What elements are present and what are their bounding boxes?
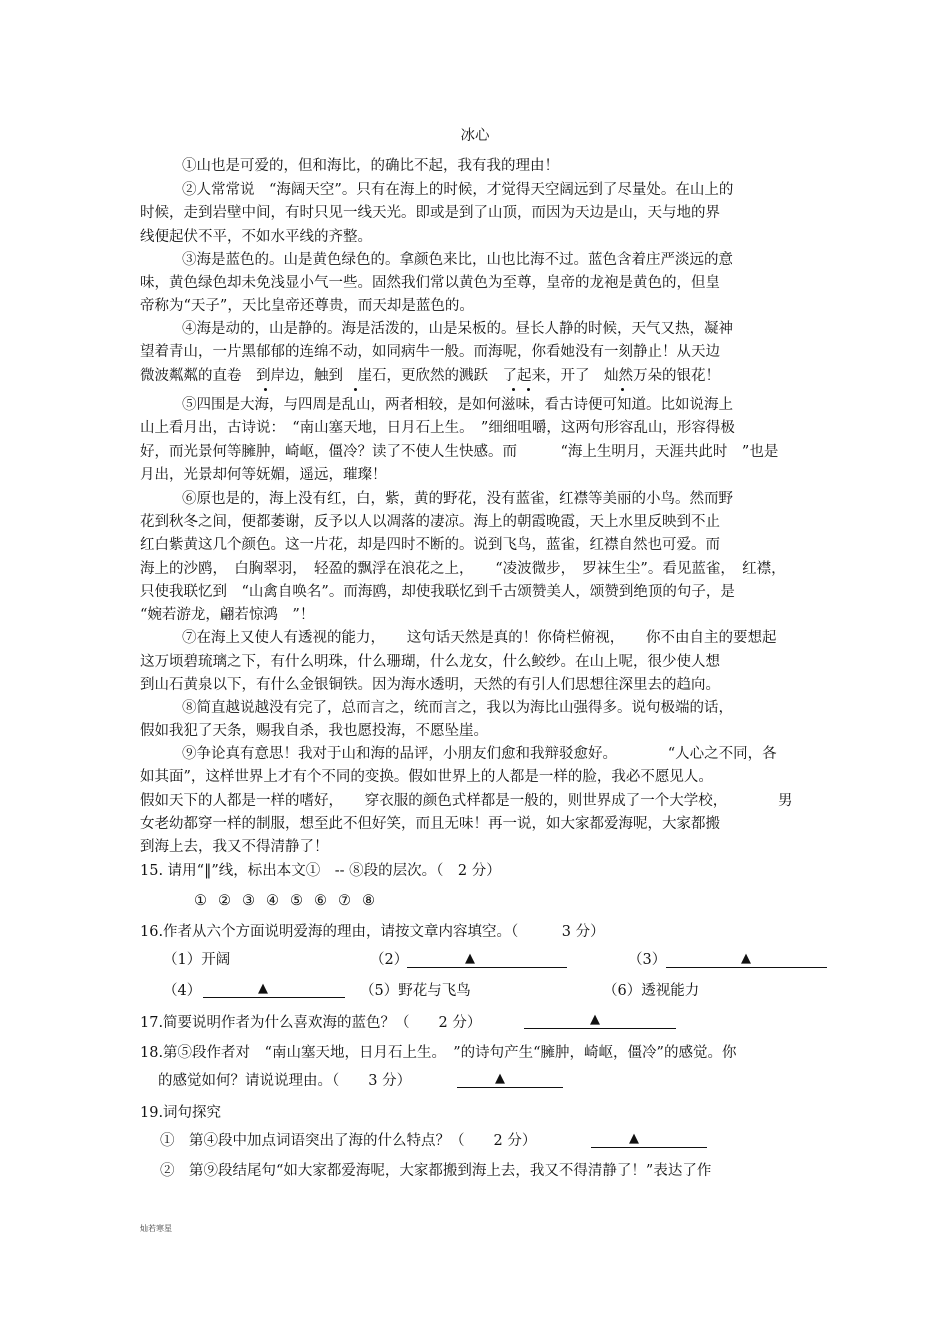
q16-item-3-label: （3） xyxy=(628,952,667,968)
footer-mark: 灿若寒星 xyxy=(140,1224,172,1233)
paragraph-5-line: 山上看月出，古诗说： “南山塞天地，日月石上生。 ”细细咀嚼，这两句形容乱山，形容得极 xyxy=(140,420,735,436)
paragraph-6-line: “婉若游龙，翩若惊鸿 ”！ xyxy=(140,607,315,623)
q16-item-1: （1）开阔 xyxy=(163,952,231,968)
paragraph-6-line: 花到秋冬之间，便都萎谢，反予以人以凋落的凄凉。海上的朝霞晚霞，天上水里反映到不止 xyxy=(140,514,720,530)
question-19-part-1: ① 第④段中加点词语突出了海的什么特点？（ 2 分） xyxy=(160,1133,537,1149)
q18-answer-line[interactable] xyxy=(457,1087,563,1088)
emphasis-dot xyxy=(527,388,530,391)
answer-marker-icon: ▲ xyxy=(258,981,268,996)
paragraph-5-line: 好，而光景何等臃肿，崎岖，僵冷？读了不使人生快感。而 “海上生明月，天涯共此时 ”也是 xyxy=(140,444,779,460)
circle-number: ⑧ xyxy=(362,893,375,909)
paragraph-4-line: ④海是动的，山是静的。海是活泼的，山是呆板的。昼长人静的时候，天气又热，凝神 xyxy=(182,321,733,337)
answer-marker-icon: ▲ xyxy=(741,951,751,966)
paragraph-9-line: ⑨争论真有意思！我对于山和海的品评，小朋友们愈和我辩驳愈好。 “人心之不同，各 xyxy=(182,746,777,762)
q15-circle-numbers xyxy=(194,891,386,911)
paragraph-5-line: ⑤四围是大海，与四周是乱山，两者相较，是如何滋味，看古诗便可知道。比如说海上 xyxy=(182,397,733,413)
paragraph-7-line: ⑦在海上又使人有透视的能力， 这句话天然是真的！你倚栏俯视， 你不由自主的要想起 xyxy=(182,630,777,646)
q16-item-2-answer-line[interactable] xyxy=(407,967,567,968)
answer-marker-icon: ▲ xyxy=(590,1012,600,1027)
circle-number: ⑦ xyxy=(338,893,351,909)
q16-item-4-answer-line[interactable] xyxy=(203,997,345,998)
circle-number: ② xyxy=(218,893,231,909)
paragraph-7-line: 到山石黄泉以下，有什么金银铜铁。因为海水透明，天然的有引人们思想往深里去的趋向。 xyxy=(140,677,720,693)
question-19: 19.词句探究 xyxy=(140,1105,222,1121)
circle-number: ⑥ xyxy=(314,893,327,909)
paragraph-4-line: 望着青山，一片黑郁郁的连绵不动，如同病牛一般。而海呢，你看她没有一刻静止！从天边 xyxy=(140,344,720,360)
circle-number: ① xyxy=(194,893,207,909)
answer-marker-icon: ▲ xyxy=(495,1071,505,1086)
q16-item-4-label: （4） xyxy=(163,983,202,999)
question-17: 17.简要说明作者为什么喜欢海的蓝色？（ 2 分） xyxy=(140,1015,482,1031)
emphasis-dot xyxy=(264,388,267,391)
paragraph-3-line: 帝称为“天子”，天比皇帝还尊贵，而天却是蓝色的。 xyxy=(140,298,474,314)
paragraph-9-line: 到海上去，我又不得清静了！ xyxy=(140,839,329,855)
q19-part-1-answer-line[interactable] xyxy=(591,1147,707,1148)
q17-answer-line[interactable] xyxy=(524,1028,676,1029)
paragraph-3-line: 味，黄色绿色却未免浅显小气一些。固然我们常以黄色为至尊，皇帝的龙袍是黄色的，但皇 xyxy=(140,275,720,291)
paragraph-1-line: ①山也是可爱的，但和海比，的确比不起，我有我的理由！ xyxy=(182,158,559,174)
q16-item-5: （5）野花与飞鸟 xyxy=(360,983,471,999)
question-18-line: 的感觉如何？请说说理由。（ 3 分） xyxy=(158,1073,412,1089)
q16-item-6: （6）透视能力 xyxy=(603,983,700,999)
answer-marker-icon: ▲ xyxy=(465,951,475,966)
emphasis-dot xyxy=(512,388,515,391)
paragraph-2-line: 线便起伏不平，不如水平线的齐整。 xyxy=(140,229,372,245)
question-15: 15. 请用“‖”线，标出本文① -- ⑧段的层次。（ 2 分） xyxy=(140,863,501,879)
paragraph-6-line: 红白紫黄这几个颜色。这一片花，却是四时不断的。说到飞鸟，蓝雀，红襟自然也可爱。而 xyxy=(140,537,720,553)
paragraph-8-line: ⑧简直越说越没有完了，总而言之，统而言之，我以为海比山强得多。说句极端的话， xyxy=(182,700,733,716)
answer-marker-icon: ▲ xyxy=(629,1131,639,1146)
paragraph-9-line: 假如天下的人都是一样的嗜好， 穿衣服的颜色式样都是一般的，则世界成了一个大学校， 男 xyxy=(140,793,793,809)
paragraph-2-line: ②人常常说 “海阔天空”。只有在海上的时候，才觉得天空阔远到了尽量处。在山上的 xyxy=(182,182,734,198)
paragraph-9-line: 女老幼都穿一样的制服，想至此不但好笑，而且无味！再一说，如大家都爱海呢，大家都搬 xyxy=(140,816,720,832)
circle-number: ③ xyxy=(242,893,255,909)
author-name: 冰心 xyxy=(460,128,490,144)
emphasis-dot xyxy=(354,388,357,391)
paragraph-3-line: ③海是蓝色的。山是黄色绿色的。拿颜色来比，山也比海不过。蓝色含着庄严淡远的意 xyxy=(182,252,733,268)
paragraph-5-line: 月出，光景却何等妩媚，遥远，璀璨！ xyxy=(140,467,387,483)
paragraph-6-line: 只使我联忆到 “山禽自唤名”。而海鸥，却使我联忆到千古颂赞美人，颂赞到绝顶的句子，是 xyxy=(140,584,735,600)
circle-number: ⑤ xyxy=(290,893,303,909)
emphasis-dot xyxy=(621,388,624,391)
paragraph-8-line: 假如我犯了天条，赐我自杀，我也愿投海，不愿坠崖。 xyxy=(140,723,488,739)
question-19-part-2: ② 第⑨段结尾句“如大家都爱海呢，大家都搬到海上去，我又不得清静了！”表达了作 xyxy=(160,1163,712,1179)
paragraph-7-line: 这万顷碧琉璃之下，有什么明珠，什么珊瑚，什么龙女，什么鲛纱。在山上呢，很少使人想 xyxy=(140,654,720,670)
q16-item-2-label: （2） xyxy=(370,952,409,968)
question-16: 16.作者从六个方面说明爱海的理由，请按文章内容填空。（ 3 分） xyxy=(140,924,605,940)
paragraph-2-line: 时候，走到岩壁中间，有时只见一线天光。即或是到了山顶，而因为天边是山，天与地的界 xyxy=(140,205,720,221)
paragraph-6-line: ⑥原也是的，海上没有红，白，紫，黄的野花，没有蓝雀，红襟等美丽的小鸟。然而野 xyxy=(182,491,733,507)
question-18-line: 18.第⑤段作者对 “南山塞天地，日月石上生。 ”的诗句产生“臃肿，崎岖，僵冷”的感觉。你 xyxy=(140,1045,737,1061)
q16-item-3-answer-line[interactable] xyxy=(666,967,827,968)
paragraph-4-line: 微波粼粼的直卷 到岸边，触到 崖石，更欣然的溅跃 了起来，开了 灿然万朵的银花！ xyxy=(140,368,720,384)
paragraph-6-line: 海上的沙鸥， 白胸翠羽， 轻盈的飘浮在浪花之上， “凌波微步， 罗袜生尘”。看见蓝雀， 红襟， xyxy=(140,561,786,577)
paragraph-9-line: 如其面”，这样世界上才有个不同的变换。假如世界上的人都是一样的脸，我必不愿见人。 xyxy=(140,769,713,785)
circle-number: ④ xyxy=(266,893,279,909)
